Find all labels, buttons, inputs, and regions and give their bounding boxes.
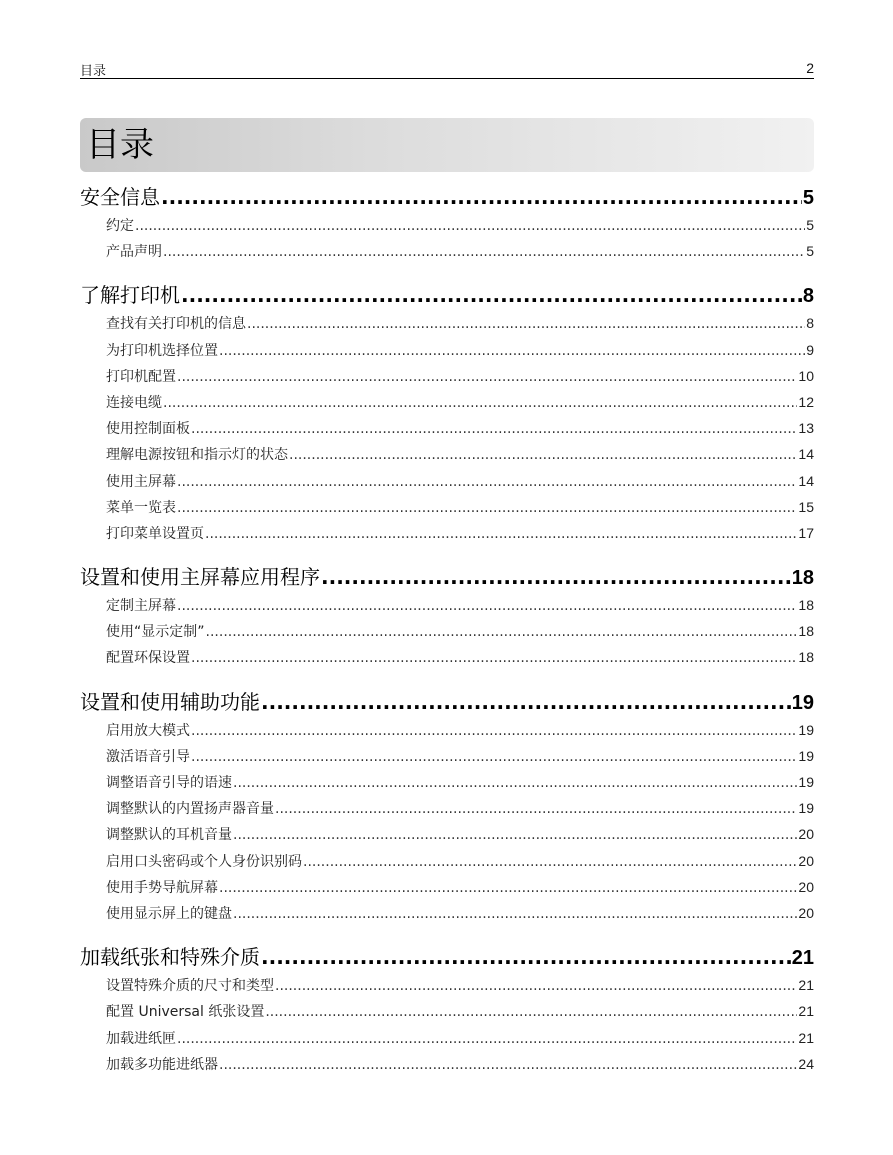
toc-entry-page: 12 bbox=[798, 393, 814, 410]
toc-entry-link[interactable] bbox=[80, 468, 814, 494]
toc-leader-dots bbox=[177, 593, 797, 618]
toc-entry-link[interactable] bbox=[80, 795, 814, 821]
toc-entry-link[interactable] bbox=[80, 644, 814, 670]
toc-leader-dots bbox=[135, 213, 805, 238]
toc-leader-dots bbox=[261, 942, 791, 972]
toc-leader-dots bbox=[205, 521, 797, 546]
toc-entry-page: 19 bbox=[798, 721, 814, 738]
toc-entry-title: 调整语音引导的语速 bbox=[106, 775, 232, 791]
toc-entry-title: 定制主屏幕 bbox=[106, 598, 176, 615]
toc-entry-page: 20 bbox=[798, 826, 814, 843]
toc-entry-page: 19 bbox=[798, 774, 814, 790]
toc-entry-title: 启用放大模式 bbox=[106, 722, 190, 739]
toc-leader-dots bbox=[219, 1052, 797, 1077]
toc-entry-page: 21 bbox=[798, 1029, 814, 1046]
toc-entry-title: 为打印机选择位置 bbox=[106, 342, 218, 359]
toc-section bbox=[80, 942, 814, 1077]
toc-chapter-link[interactable] bbox=[80, 280, 814, 310]
toc-entry-link[interactable] bbox=[80, 337, 814, 363]
toc-chapter-title: 了解打印机 bbox=[80, 283, 180, 308]
toc-entry-page: 5 bbox=[806, 243, 814, 260]
toc-leader-dots bbox=[177, 495, 797, 520]
toc-leader-dots bbox=[191, 416, 797, 441]
table-of-contents bbox=[80, 182, 814, 1093]
toc-entry-page: 19 bbox=[798, 800, 814, 817]
toc-entry-title: 使用手势导航屏幕 bbox=[106, 879, 218, 896]
toc-entry-title: 设置特殊介质的尺寸和类型 bbox=[106, 978, 274, 995]
toc-entry-link[interactable] bbox=[80, 972, 814, 998]
toc-leader-dots bbox=[233, 822, 797, 847]
toc-entry-page: 21 bbox=[798, 977, 814, 994]
toc-entry-link[interactable] bbox=[80, 821, 814, 847]
toc-leader-dots bbox=[303, 849, 797, 874]
toc-entry-title: 连接电缆 bbox=[106, 394, 162, 411]
toc-entry-link[interactable] bbox=[80, 717, 814, 743]
toc-leader-dots bbox=[163, 390, 797, 415]
toc-chapter-link[interactable] bbox=[80, 942, 814, 972]
toc-entry-link[interactable] bbox=[80, 389, 814, 415]
toc-entry-title: 使用控制面板 bbox=[106, 421, 190, 438]
toc-chapter-page: 21 bbox=[791, 947, 814, 970]
toc-entry-title: 激活语音引导 bbox=[106, 748, 190, 765]
toc-chapter-page: 8 bbox=[802, 285, 814, 308]
toc-leader-dots bbox=[161, 182, 802, 212]
toc-leader-dots bbox=[247, 311, 805, 336]
toc-title: 目录 bbox=[86, 125, 154, 165]
running-header-page-number: 2 bbox=[806, 60, 814, 76]
toc-entry-title: 调整默认的耳机音量 bbox=[106, 827, 232, 844]
toc-entry-page: 19 bbox=[798, 747, 814, 764]
toc-entry-title: 加载多功能进纸器 bbox=[106, 1056, 218, 1073]
toc-entry-link[interactable] bbox=[80, 363, 814, 389]
toc-chapter-link[interactable] bbox=[80, 562, 814, 592]
toc-entry-page: 13 bbox=[798, 420, 814, 437]
toc-entry-page: 20 bbox=[798, 904, 814, 921]
toc-entry-title: 使用显示屏上的键盘 bbox=[106, 905, 232, 922]
toc-entry-title: 理解电源按钮和指示灯的状态 bbox=[106, 447, 288, 464]
toc-chapter-page: 19 bbox=[791, 691, 814, 714]
toc-entry-page: 20 bbox=[798, 852, 814, 869]
toc-entry-page: 5 bbox=[806, 217, 814, 233]
toc-entry-title: 调整默认的内置扬声器音量 bbox=[106, 801, 274, 818]
toc-leader-dots bbox=[191, 645, 797, 670]
toc-entry-page: 18 bbox=[798, 649, 814, 666]
toc-entry-title: 使用“显示定制” bbox=[106, 624, 205, 641]
toc-entry-title: 配置 Universal 纸张设置 bbox=[106, 1004, 265, 1021]
toc-section bbox=[80, 182, 814, 264]
running-header bbox=[80, 58, 814, 79]
toc-entry-link[interactable] bbox=[80, 494, 814, 520]
toc-entry-link[interactable] bbox=[80, 415, 814, 441]
toc-leader-dots bbox=[261, 687, 791, 717]
toc-leader-dots bbox=[191, 718, 797, 743]
toc-entry-page: 21 bbox=[798, 1003, 814, 1020]
toc-section bbox=[80, 687, 814, 927]
toc-entry-title: 加载进纸匣 bbox=[106, 1030, 176, 1047]
toc-entry-link[interactable] bbox=[80, 743, 814, 769]
toc-leader-dots bbox=[219, 875, 797, 900]
toc-entry-title: 查找有关打印机的信息 bbox=[106, 316, 246, 333]
toc-entry-title: 菜单一览表 bbox=[106, 499, 176, 516]
toc-entry-page: 18 bbox=[798, 597, 814, 614]
toc-leader-dots bbox=[206, 619, 798, 644]
toc-leader-dots bbox=[233, 901, 797, 926]
toc-chapter-title: 设置和使用主屏幕应用程序 bbox=[80, 565, 320, 590]
toc-entry-page: 20 bbox=[798, 878, 814, 895]
toc-leader-dots bbox=[233, 770, 797, 795]
toc-leader-dots bbox=[265, 999, 797, 1024]
toc-entry-link[interactable] bbox=[80, 238, 814, 264]
toc-leader-dots bbox=[181, 280, 802, 310]
toc-entry-page: 14 bbox=[798, 446, 814, 463]
toc-entry-title: 打印机配置 bbox=[106, 368, 176, 385]
toc-leader-dots bbox=[177, 364, 797, 389]
toc-entry-link[interactable] bbox=[80, 848, 814, 874]
toc-entry-page: 17 bbox=[798, 524, 814, 541]
toc-chapter-page: 18 bbox=[791, 567, 814, 590]
toc-entry-title: 启用口头密码或个人身份识别码 bbox=[106, 853, 302, 870]
toc-entry-page: 10 bbox=[798, 367, 814, 384]
toc-entry-link[interactable] bbox=[80, 618, 814, 644]
toc-entry-title: 配置环保设置 bbox=[106, 650, 190, 667]
toc-entry-link[interactable] bbox=[80, 1051, 814, 1077]
toc-entry-link[interactable] bbox=[80, 900, 814, 926]
toc-entry-link[interactable] bbox=[80, 769, 814, 795]
toc-entry-page: 24 bbox=[798, 1055, 814, 1072]
toc-leader-dots bbox=[275, 973, 797, 998]
toc-chapter-link[interactable] bbox=[80, 182, 814, 212]
toc-entry-page: 15 bbox=[798, 498, 814, 515]
toc-entry-link[interactable] bbox=[80, 874, 814, 900]
toc-leader-dots bbox=[275, 796, 797, 821]
toc-entry-link[interactable] bbox=[80, 998, 814, 1024]
toc-leader-dots bbox=[177, 1026, 797, 1051]
toc-entry-link[interactable] bbox=[80, 310, 814, 336]
toc-leader-dots bbox=[321, 562, 791, 592]
toc-entry-link[interactable] bbox=[80, 1025, 814, 1051]
toc-title-banner bbox=[80, 118, 814, 172]
toc-entry-page: 9 bbox=[806, 341, 814, 358]
toc-entry-title: 约定 bbox=[106, 218, 134, 234]
toc-entry-link[interactable] bbox=[80, 520, 814, 546]
running-header-title: 目录 bbox=[80, 64, 107, 79]
toc-leader-dots bbox=[163, 239, 805, 264]
toc-entry-link[interactable] bbox=[80, 441, 814, 467]
toc-entry-link[interactable] bbox=[80, 592, 814, 618]
toc-section bbox=[80, 562, 814, 671]
toc-entry-title: 打印菜单设置页 bbox=[106, 525, 204, 542]
toc-chapter-title: 安全信息 bbox=[80, 185, 160, 209]
toc-chapter-link[interactable] bbox=[80, 687, 814, 717]
toc-chapter-page: 5 bbox=[802, 187, 814, 209]
toc-chapter-title: 加载纸张和特殊介质 bbox=[80, 945, 260, 970]
toc-leader-dots bbox=[191, 744, 797, 769]
toc-entry-title: 使用主屏幕 bbox=[106, 473, 176, 490]
toc-entry-link[interactable] bbox=[80, 212, 814, 238]
toc-section bbox=[80, 280, 814, 546]
toc-entry-page: 8 bbox=[806, 315, 814, 332]
toc-leader-dots bbox=[219, 338, 805, 363]
toc-leader-dots bbox=[177, 469, 797, 494]
toc-chapter-title: 设置和使用辅助功能 bbox=[80, 689, 260, 714]
toc-entry-page: 18 bbox=[798, 623, 814, 640]
toc-entry-page: 14 bbox=[798, 472, 814, 489]
toc-entry-title: 产品声明 bbox=[106, 244, 162, 261]
toc-leader-dots bbox=[289, 442, 797, 467]
